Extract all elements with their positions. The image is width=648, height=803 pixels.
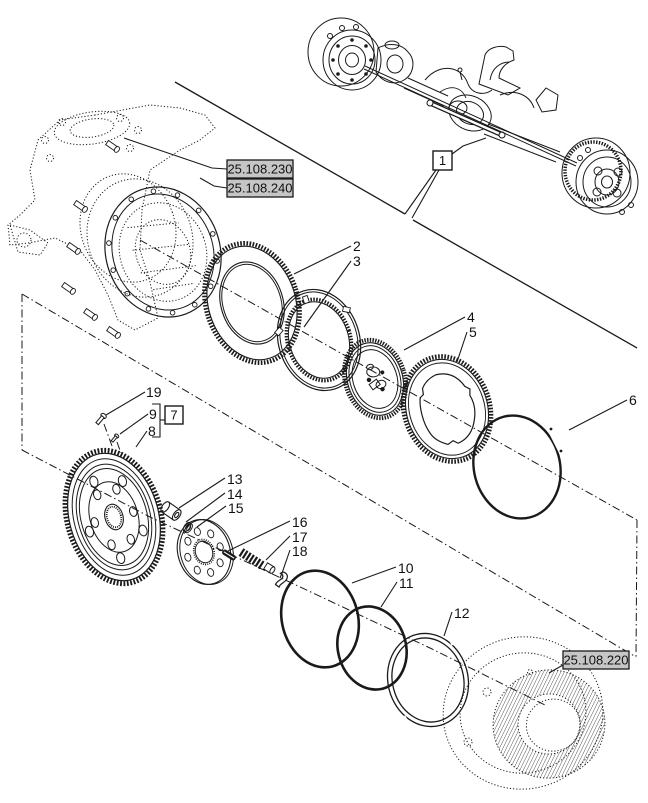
leader-lines: [106, 138, 627, 673]
callout-15[interactable]: 15: [228, 500, 244, 516]
left-hub-bolts: [331, 38, 373, 82]
boxed-callout-1-label: 1: [438, 153, 447, 168]
axis-row1: [140, 240, 637, 520]
callout-14[interactable]: 14: [227, 486, 243, 502]
axle-assembly-illustration: [308, 18, 638, 215]
axis-pin19: [104, 424, 112, 446]
callout-2[interactable]: 2: [353, 238, 361, 254]
callout-4[interactable]: 4: [467, 309, 475, 325]
ref-box-25-108-240[interactable]: [227, 179, 293, 197]
part-10-o-ring: [271, 562, 370, 676]
assembly-boundary-lines: [175, 82, 637, 348]
callout-11[interactable]: 11: [399, 575, 414, 591]
callout-8[interactable]: 8: [148, 423, 156, 439]
part-19-screw: [95, 412, 107, 425]
callout-3[interactable]: 3: [353, 253, 361, 269]
callout-19[interactable]: 19: [146, 384, 162, 400]
boxed-callout-7[interactable]: [165, 406, 183, 424]
boxed-callout-1[interactable]: [433, 151, 452, 170]
ref-box-25-108-230[interactable]: [227, 160, 293, 178]
part-15-thrust-plate: [169, 512, 241, 592]
callout-10[interactable]: 10: [398, 560, 414, 576]
callout-18[interactable]: 18: [292, 543, 308, 559]
ref-box-25-108-220-label: 25.108.220: [563, 652, 629, 668]
coupling-drum-phantom: [429, 622, 617, 803]
ref-box-25-108-240-label: 25.108.240: [227, 180, 293, 196]
callout-16[interactable]: 16: [292, 514, 308, 530]
part-5-lock-gear: [390, 345, 505, 473]
boundary-diagonal: [22, 294, 636, 657]
part-8-ring-gear-hub: [50, 439, 178, 596]
part-9-pin: [110, 433, 119, 443]
callout-9[interactable]: 9: [149, 406, 157, 422]
part-12-seal-ring: [377, 624, 479, 736]
callout-12[interactable]: 12: [454, 605, 470, 621]
ref-box-25-108-230-label: 25.108.230: [227, 161, 293, 177]
centerlines: [22, 240, 637, 705]
boxed-callout-7-label: 7: [170, 407, 178, 423]
callout-17[interactable]: 17: [292, 529, 308, 545]
callout-5[interactable]: 5: [469, 324, 477, 340]
ref-box-25-108-220[interactable]: [563, 651, 629, 669]
callout-6[interactable]: 6: [629, 392, 637, 408]
axis-right-vertical: [636, 520, 637, 657]
part-6-snap-ring: [462, 406, 572, 529]
callout-13[interactable]: 13: [227, 471, 243, 487]
